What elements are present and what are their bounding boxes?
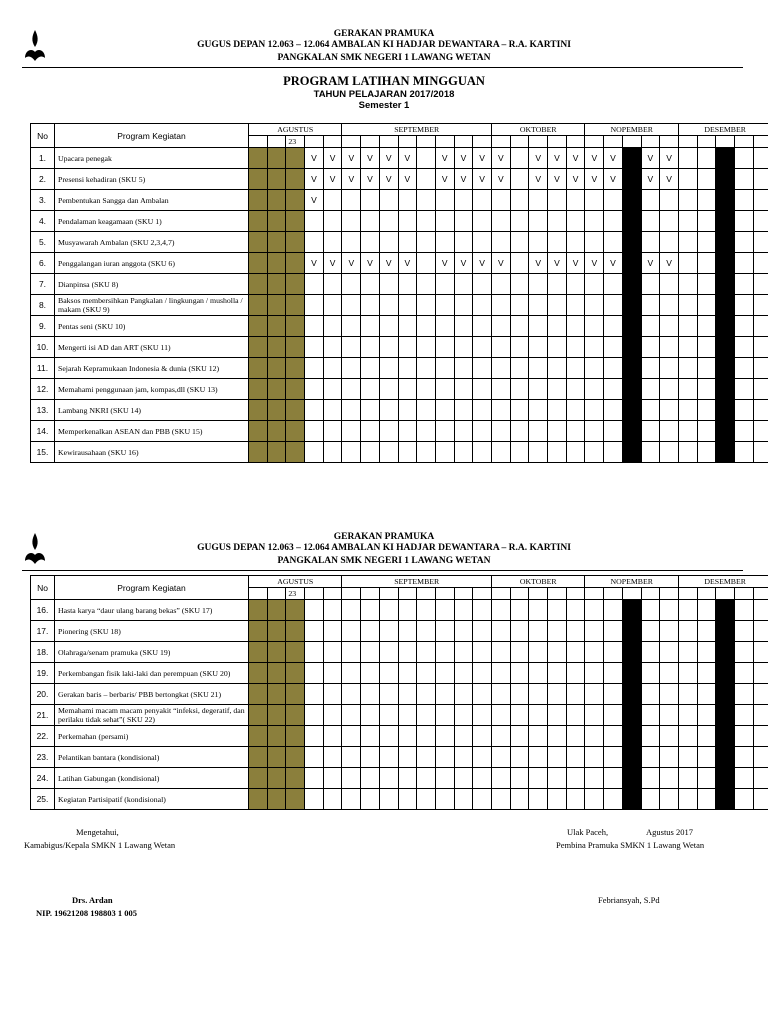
col-header-program: Program Kegiatan — [55, 576, 249, 600]
attendance-check: V — [641, 148, 660, 169]
attendance-check: V — [548, 169, 567, 190]
attendance-check: V — [641, 169, 660, 190]
activity-name: Lambang NKRI (SKU 14) — [55, 400, 249, 421]
activity-name: Kegiatan Partisipatif (kondisional) — [55, 789, 249, 810]
activity-name: Latihan Gabungan (kondisional) — [55, 768, 249, 789]
coach-name: Febriansyah, S.Pd — [598, 895, 660, 905]
activity-name: Presensi kehadiran (SKU 5) — [55, 169, 249, 190]
activity-name: Upacara penegak — [55, 148, 249, 169]
col-header-program: Program Kegiatan — [55, 124, 249, 148]
activity-row — [31, 747, 768, 768]
attendance-check: V — [398, 169, 417, 190]
attendance-check: V — [641, 253, 660, 274]
sign-date: Agustus 2017 — [646, 827, 693, 837]
attendance-check: V — [548, 253, 567, 274]
month-header: AGUSTUS — [249, 124, 342, 136]
header-rule — [22, 570, 743, 571]
attendance-check: V — [379, 148, 398, 169]
activity-name: Olahraga/senam pramuka (SKU 19) — [55, 642, 249, 663]
activity-row — [31, 169, 768, 190]
activity-name: Memperkenalkan ASEAN dan PBB (SKU 15) — [55, 421, 249, 442]
attendance-check: V — [604, 169, 623, 190]
week-start-date: 23 — [286, 588, 305, 600]
activity-no: 20. — [31, 684, 55, 705]
headmaster-title: Kamabigus/Kepala SMKN 1 Lawang Wetan — [24, 840, 176, 850]
attendance-check: V — [604, 148, 623, 169]
activity-no: 11. — [31, 358, 55, 379]
activity-row — [31, 190, 768, 211]
activity-no: 18. — [31, 642, 55, 663]
attendance-check: V — [566, 148, 585, 169]
attendance-check: V — [585, 169, 604, 190]
attendance-check: V — [529, 148, 548, 169]
attendance-check: V — [492, 169, 511, 190]
attendance-check: V — [548, 148, 567, 169]
sign-place: Ulak Paceh, — [567, 827, 609, 837]
activity-name: Memahami macam macam penyakit “infeksi, degeratif, dan perilaku tidak sehat”( SKU 22) — [55, 705, 249, 726]
activity-name: Sejarah Kepramukaan Indonesia & dunia (SKU 12) — [55, 358, 249, 379]
attendance-check: V — [435, 169, 454, 190]
attendance-check: V — [379, 169, 398, 190]
activity-no: 22. — [31, 726, 55, 747]
activity-no: 21. — [31, 705, 55, 726]
attendance-check: V — [305, 190, 324, 211]
activity-row — [31, 379, 768, 400]
activity-row — [31, 232, 768, 253]
org-name: GERAKAN PRAMUKA — [333, 532, 435, 542]
activity-no: 3. — [31, 190, 55, 211]
page-title: PROGRAM LATIHAN MINGGUAN — [283, 74, 485, 88]
attendance-check: V — [454, 148, 473, 169]
attendance-check: V — [435, 253, 454, 274]
activity-row — [31, 421, 768, 442]
attendance-check: V — [398, 253, 417, 274]
activity-no: 15. — [31, 442, 55, 463]
activity-no: 5. — [31, 232, 55, 253]
activity-name: Pelantikan bantara (kondisional) — [55, 747, 249, 768]
attendance-check: V — [566, 169, 585, 190]
schedule-table-1 — [30, 123, 768, 463]
activity-row — [31, 684, 768, 705]
attendance-check: V — [342, 169, 361, 190]
activity-no: 25. — [31, 789, 55, 810]
attendance-check: V — [361, 169, 380, 190]
attendance-check: V — [305, 169, 324, 190]
attendance-check: V — [323, 253, 342, 274]
attendance-check: V — [305, 148, 324, 169]
month-header: OKTOBER — [492, 124, 585, 136]
attendance-check: V — [585, 148, 604, 169]
activity-name: Pentas seni (SKU 10) — [55, 316, 249, 337]
col-header-no: No — [31, 576, 55, 600]
activity-row — [31, 274, 768, 295]
month-header: AGUSTUS — [249, 576, 342, 588]
activity-name: Pionering (SKU 18) — [55, 621, 249, 642]
activity-no: 12. — [31, 379, 55, 400]
activity-no: 16. — [31, 600, 55, 621]
attendance-check: V — [361, 148, 380, 169]
activity-name: Gerakan baris – berbaris/ PBB bertongkat (SKU 21) — [55, 684, 249, 705]
month-header: DESEMBER — [678, 576, 768, 588]
attendance-check: V — [435, 148, 454, 169]
activity-row — [31, 316, 768, 337]
activity-row — [31, 337, 768, 358]
activity-name: Kewirausahaan (SKU 16) — [55, 442, 249, 463]
acknowledged-label: Mengetahui, — [76, 827, 119, 837]
header-rule — [22, 67, 743, 68]
activity-name: Hasta karya “daur ulang barang bekas” (SKU 17) — [55, 600, 249, 621]
attendance-check: V — [566, 253, 585, 274]
activity-name: Perkemahan (persami) — [55, 726, 249, 747]
week-start-date: 23 — [286, 136, 305, 148]
activity-no: 17. — [31, 621, 55, 642]
month-header: NOPEMBER — [585, 124, 678, 136]
attendance-check: V — [323, 169, 342, 190]
activity-no: 23. — [31, 747, 55, 768]
academic-year: TAHUN PELAJARAN 2017/2018 — [313, 89, 455, 100]
activity-name: Memahami penggunaan jam, kompas,dll (SKU 13) — [55, 379, 249, 400]
activity-no: 1. — [31, 148, 55, 169]
activity-row — [31, 442, 768, 463]
activity-row — [31, 705, 768, 726]
activity-no: 7. — [31, 274, 55, 295]
unit-name: GUGUS DEPAN 12.063 – 12.064 AMBALAN KI HADJAR DEWANTARA – R.A. KARTINI — [197, 543, 571, 553]
attendance-check: V — [361, 253, 380, 274]
unit-name: GUGUS DEPAN 12.063 – 12.064 AMBALAN KI HADJAR DEWANTARA – R.A. KARTINI — [197, 40, 571, 50]
school-name: PANGKALAN SMK NEGERI 1 LAWANG WETAN — [277, 53, 491, 63]
activity-row — [31, 211, 768, 232]
activity-name: Musyawarah Ambalan (SKU 2,3,4,7) — [55, 232, 249, 253]
month-header: DESEMBER — [678, 124, 768, 136]
attendance-check: V — [492, 253, 511, 274]
col-header-no: No — [31, 124, 55, 148]
attendance-check: V — [585, 253, 604, 274]
attendance-check: V — [323, 148, 342, 169]
activity-row — [31, 400, 768, 421]
activity-no: 13. — [31, 400, 55, 421]
activity-row — [31, 789, 768, 810]
semester-label: Semester 1 — [358, 100, 410, 111]
attendance-check: V — [379, 253, 398, 274]
attendance-check: V — [529, 169, 548, 190]
activity-no: 14. — [31, 421, 55, 442]
attendance-check: V — [398, 148, 417, 169]
attendance-check: V — [454, 169, 473, 190]
activity-no: 4. — [31, 211, 55, 232]
activity-name: Pendalaman keagamaan (SKU 1) — [55, 211, 249, 232]
activity-no: 24. — [31, 768, 55, 789]
attendance-check: V — [473, 148, 492, 169]
attendance-check: V — [305, 253, 324, 274]
attendance-check: V — [342, 253, 361, 274]
attendance-check: V — [660, 148, 679, 169]
activity-row — [31, 642, 768, 663]
activity-row — [31, 295, 768, 316]
attendance-check: V — [604, 253, 623, 274]
activity-name: Penggalangan iuran anggota (SKU 6) — [55, 253, 249, 274]
attendance-check: V — [454, 253, 473, 274]
attendance-check: V — [529, 253, 548, 274]
schedule-table-2 — [30, 575, 768, 810]
activity-row — [31, 148, 768, 169]
activity-row — [31, 621, 768, 642]
school-name: PANGKALAN SMK NEGERI 1 LAWANG WETAN — [277, 556, 491, 566]
activity-no: 9. — [31, 316, 55, 337]
attendance-check: V — [473, 253, 492, 274]
activity-no: 2. — [31, 169, 55, 190]
activity-row — [31, 600, 768, 621]
attendance-check: V — [473, 169, 492, 190]
month-header: OKTOBER — [492, 576, 585, 588]
org-name: GERAKAN PRAMUKA — [333, 29, 435, 39]
month-header: SEPTEMBER — [342, 124, 492, 136]
month-header: SEPTEMBER — [342, 576, 492, 588]
attendance-check: V — [342, 148, 361, 169]
attendance-check: V — [492, 148, 511, 169]
activity-name: Pembentukan Sangga dan Ambalan — [55, 190, 249, 211]
activity-row — [31, 358, 768, 379]
attendance-check: V — [660, 253, 679, 274]
activity-name: Mengerti isi AD dan ART (SKU 11) — [55, 337, 249, 358]
headmaster-nip: NIP. 19621208 198803 1 005 — [36, 908, 137, 918]
activity-name: Baksos membersihkan Pangkalan / lingkungan / musholla / makam (SKU 9) — [55, 295, 249, 316]
headmaster-name: Drs. Ardan — [72, 895, 113, 905]
attendance-check: V — [660, 169, 679, 190]
activity-name: Dianpinsa (SKU 8) — [55, 274, 249, 295]
activity-row — [31, 726, 768, 747]
activity-no: 19. — [31, 663, 55, 684]
activity-name: Perkembangan fisik laki-laki dan perempuan (SKU 20) — [55, 663, 249, 684]
activity-no: 8. — [31, 295, 55, 316]
activity-row — [31, 768, 768, 789]
coach-title: Pembina Pramuka SMKN 1 Lawang Wetan — [556, 840, 705, 850]
month-header: NOPEMBER — [585, 576, 678, 588]
activity-row — [31, 663, 768, 684]
activity-row — [31, 253, 768, 274]
activity-no: 10. — [31, 337, 55, 358]
activity-no: 6. — [31, 253, 55, 274]
